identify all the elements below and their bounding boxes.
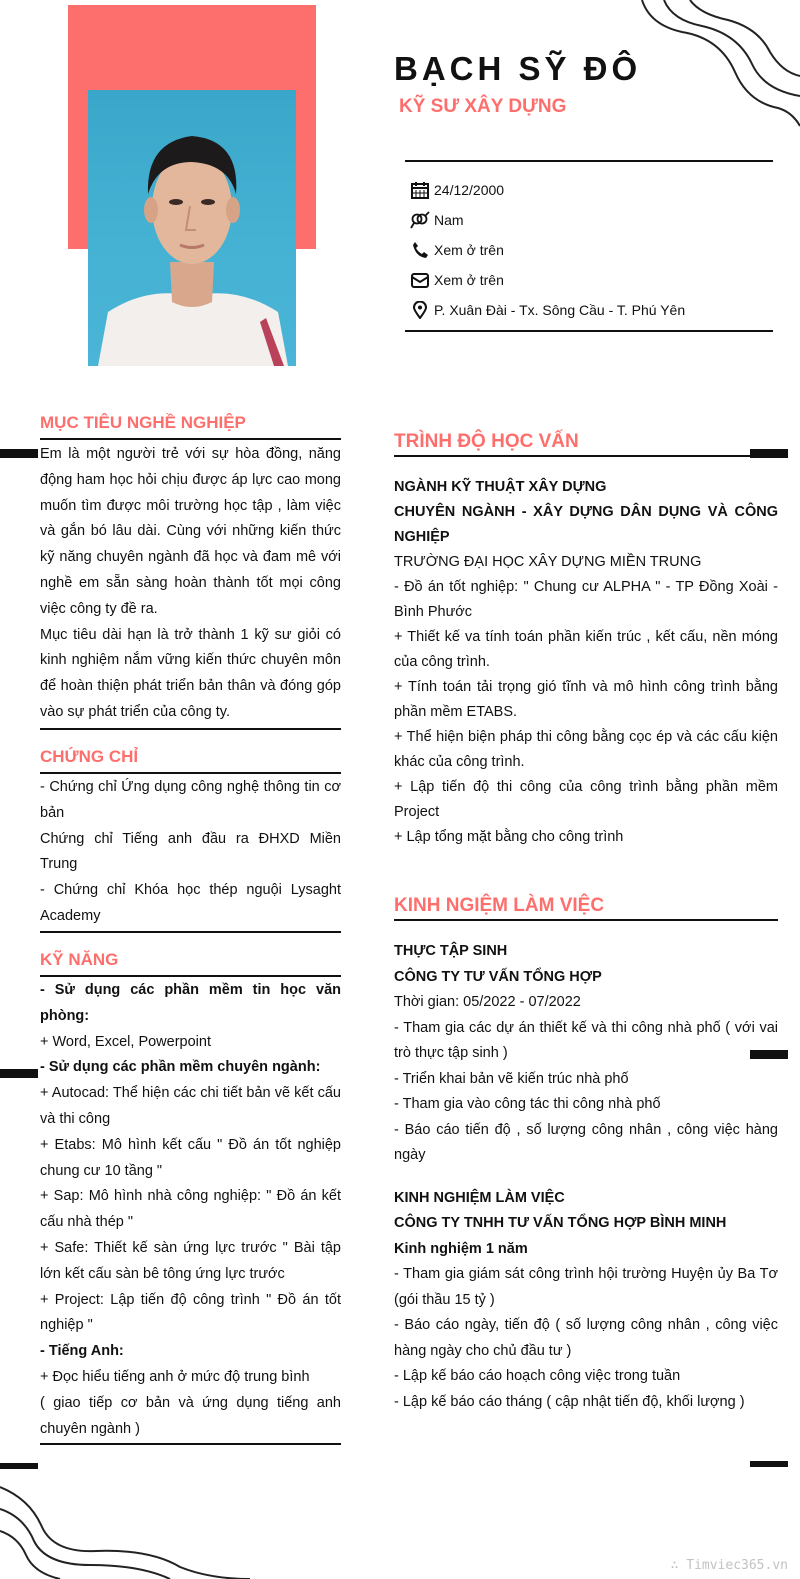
list-item: - Lập kế báo cáo tháng ( cập nhật tiến độ, khối lượng ) (394, 1393, 745, 1410)
list-item: - Báo cáo tiến độ , số lượng công nhân , công việc hàng ngày (394, 1121, 778, 1163)
email: Xem ở trên (434, 272, 504, 288)
list-item: - Lập kế báo cáo hoạch công việc trong tuần (394, 1368, 681, 1384)
certificates-section (40, 747, 341, 933)
divider (394, 455, 778, 457)
list-item: + Word, Excel, Powerpoint (40, 1033, 211, 1050)
list-item: + Lập tổng mặt bằng cho công trình (394, 829, 624, 845)
list-item: + Thể hiện biện pháp thi công bằng cọc ép và các cấu kiện khác của công trình. (394, 729, 778, 770)
list-item: + Safe: Thiết kế sàn ứng lực trước " Bài tập lớn kết cấu sàn bê tông ứng lực trước (40, 1239, 341, 1282)
divider (40, 975, 341, 977)
watermark: ∴ Timviec365.vn (670, 1558, 788, 1573)
personal-info (410, 175, 685, 325)
list-item: - Báo cáo ngày, tiến độ ( số lượng công nhân , công việc hàng ngày cho chủ đầu tư ) (394, 1317, 778, 1359)
edge-bar (0, 449, 38, 458)
candidate-name: BẠCH SỸ ĐÔ (394, 50, 642, 87)
gender: Nam (434, 212, 464, 228)
section-title: TRÌNH ĐỘ HỌC VẤN (394, 431, 579, 452)
list-item: THỰC TẬP SINH (394, 943, 508, 959)
phone: Xem ở trên (434, 242, 504, 258)
phone-icon (410, 241, 430, 259)
list-item: - Sử dụng các phần mềm chuyên ngành: (40, 1059, 321, 1076)
divider (40, 1443, 341, 1445)
list-item: + Project: Lập tiến độ công trình " Đồ án tốt nghiệp " (40, 1291, 341, 1334)
list-item: - Chứng chỉ Khóa học thép nguội Lysaght Academy (40, 882, 341, 924)
list-item: + Thiết kế va tính toán phần kiến trúc , kết cấu, nền móng của công trình. (394, 629, 778, 670)
list-item: ( giao tiếp cơ bản và ứng dụng tiếng anh chuyên ngành ) (40, 1394, 341, 1437)
address-row (410, 295, 685, 325)
paragraph: Em là một người trẻ với sự hòa đồng, năng động ham học hỏi chịu được áp lực cao mong muốn tìm được môi trường học tập , làm việc và gắn bó lâu dài. Cùng với những kiến thức kỹ năng chuyên ngành đã học và đam mê với nghề em sẵn sàng hoàn thành tốt mọi công việc công ty đề ra. (40, 446, 341, 617)
divider (405, 160, 773, 162)
list-item: - Sử dụng các phần mềm tin học văn phòng: (40, 982, 341, 1024)
section-title: KỸ NĂNG (40, 950, 119, 969)
paragraph: Mục tiêu dài hạn là trở thành 1 kỹ sư giỏi có kinh nghiệm nắm vững kiến thức chuyên môn để hoàn thiện phát triển bản thân và đóng góp vào sự phát triển của công ty. (40, 626, 341, 720)
divider (40, 728, 341, 730)
list-item: Thời gian: 05/2022 - 07/2022 (394, 994, 581, 1010)
list-item: - Triển khai bản vẽ kiến trúc nhà phố (394, 1070, 629, 1087)
list-item: - Tham gia giám sát công trình hội trường Huyện ủy Ba Tơ (gói thầu 15 tỷ ) (394, 1266, 778, 1308)
divider (394, 919, 778, 921)
skills-section (40, 950, 341, 1445)
list-item: Kinh nghiệm 1 năm (394, 1240, 528, 1257)
edge-bar (0, 1463, 38, 1469)
gender-icon (410, 211, 430, 229)
objective-section (40, 413, 341, 730)
education-section (394, 431, 778, 850)
profile-photo (88, 90, 296, 366)
wavy-lines-decoration-top (640, 0, 800, 130)
list-item: - Tiếng Anh: (40, 1343, 124, 1360)
list-item: + Sap: Mô hình nhà công nghiệp: " Đồ án kết cấu nhà thép " (40, 1188, 341, 1231)
edge-bar (0, 1069, 38, 1078)
list-item: + Đọc hiểu tiếng anh ở mức độ trung bình (40, 1368, 310, 1385)
experience-section (394, 895, 778, 1415)
skills-list (40, 978, 341, 1442)
email-row (410, 265, 685, 295)
list-item: - Tham gia các dự án thiết kế và thi công nhà phố ( với vai trò thực tập sinh ) (394, 1019, 778, 1061)
divider (40, 931, 341, 933)
list-item: CÔNG TY TNHH TƯ VẤN TỔNG HỢP BÌNH MINH (394, 1215, 727, 1231)
certificates-list (40, 775, 341, 930)
phone-row (410, 235, 685, 265)
job-title: KỸ SƯ XÂY DỰNG (399, 96, 567, 117)
objective-text (40, 442, 341, 726)
gender-row (410, 205, 685, 235)
envelope-icon (410, 271, 430, 289)
section-title: MỤC TIÊU NGHỀ NGHIỆP (40, 413, 246, 432)
list-item: + Etabs: Mô hình kết cấu " Đồ án tốt nghiệp chung cư 10 tầng " (40, 1136, 341, 1179)
list-item: + Tính toán tải trọng gió tĩnh và mô hình công trình bằng phần mềm ETABS. (394, 679, 778, 720)
section-title: KINH NGIỆM LÀM VIỆC (394, 895, 605, 916)
birthday-row (410, 175, 685, 205)
list-item: CÔNG TY TƯ VẤN TỔNG HỢP (394, 968, 602, 985)
list-item: - Tham gia vào công tác thi công nhà phố (394, 1096, 661, 1112)
list-item: - Đồ án tốt nghiệp: " Chung cư ALPHA " - TP Đồng Xoài - Bình Phước (394, 579, 778, 620)
birthday: 24/12/2000 (434, 182, 505, 198)
address: P. Xuân Đài - Tx. Sông Cầu - T. Phú Yên (434, 302, 686, 318)
divider (40, 438, 341, 440)
divider (40, 772, 341, 774)
divider (405, 330, 773, 332)
list-item: CHUYÊN NGÀNH - XÂY DỰNG DÂN DỤNG VÀ CÔNG NGHIỆP (394, 504, 778, 545)
map-pin-icon (410, 301, 430, 319)
calendar-icon (410, 181, 430, 199)
section-title: CHỨNG CHỈ (40, 747, 139, 766)
list-item: + Autocad: Thể hiện các chi tiết bản vẽ kết cấu và thi công (40, 1085, 341, 1127)
job-entry (394, 1186, 778, 1416)
wavy-lines-decoration-bottom (0, 1469, 270, 1579)
list-item: KINH NGHIỆM LÀM VIỆC (394, 1189, 565, 1206)
list-item: Chứng chỉ Tiếng anh đầu ra ĐHXD Miền Trung (40, 830, 341, 873)
list-item: + Lập tiến độ thi công của công trình bằng phần mềm Project (394, 779, 778, 820)
education-details (394, 475, 778, 850)
list-item: - Chứng chỉ Ứng dụng công nghệ thông tin cơ bản (40, 779, 341, 821)
job-entry (394, 939, 778, 1169)
list-item: TRƯỜNG ĐẠI HỌC XÂY DỰNG MIỀN TRUNG (394, 554, 702, 570)
edge-bar (750, 1461, 788, 1467)
list-item: NGÀNH KỸ THUẬT XÂY DỰNG (394, 479, 607, 495)
